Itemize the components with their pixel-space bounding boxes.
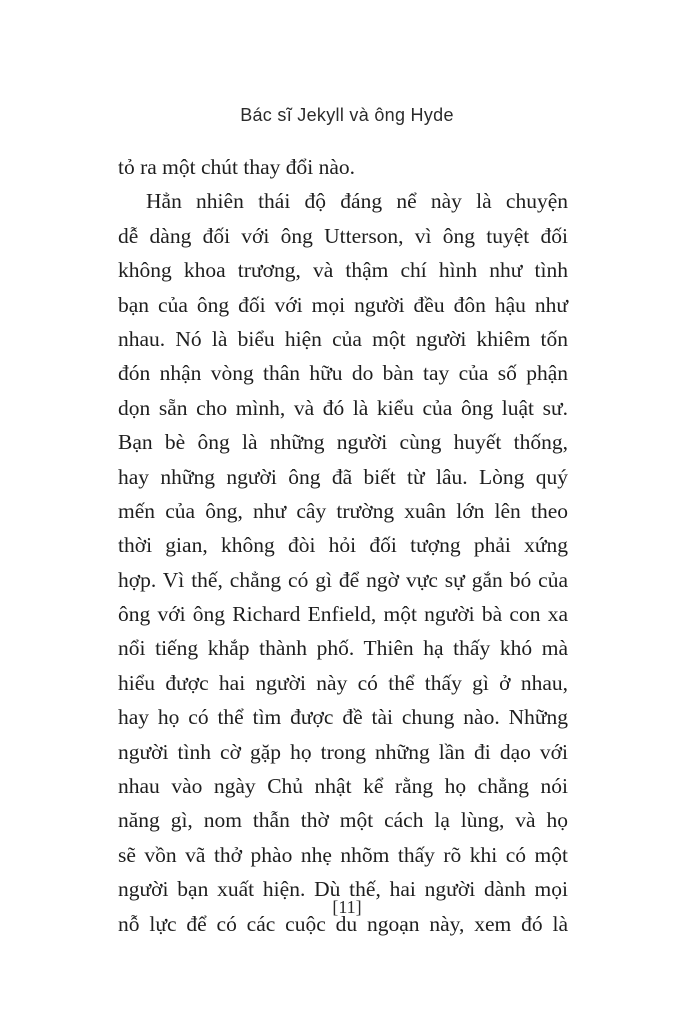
text-line: nhau vào ngày Chủ nhật kể rằng họ chẳng nói (118, 774, 568, 799)
text-line: nhau. Nó là biểu hiện của một người khiêm tốn (118, 326, 568, 351)
text-line: hợp. Vì thế, chẳng có gì để ngờ vực sự gắn bó của (118, 567, 568, 592)
text-line: người bạn xuất hiện. Dù thế, hai người dành mọi (118, 877, 568, 902)
text-line: dọn sẵn cho mình, và đó là kiểu của ông luật sư. (118, 395, 568, 420)
text-line: ông với ông Richard Enfield, một người bà con xa (118, 602, 568, 627)
text-line: nổi tiếng khắp thành phố. Thiên hạ thấy khó mà (118, 636, 568, 661)
text-line: hay họ có thể tìm được đề tài chung nào. Những (118, 705, 568, 730)
text-line: bạn của ông đối với mọi người đều đôn hậu như (118, 292, 568, 317)
running-header-title: Bác sĩ Jekyll và ông Hyde (240, 105, 454, 125)
text-line: thời gian, không đòi hỏi đối tượng phải xứng (118, 533, 568, 558)
body-text (118, 150, 568, 941)
text-line: người tình cờ gặp họ trong những lần đi dạo với (118, 739, 568, 764)
text-line: dễ dàng đối với ông Utterson, vì ông tuyệt đối (118, 223, 568, 248)
text-line: mến của ông, như cây trường xuân lớn lên theo (118, 498, 568, 523)
text-line: năng gì, nom thẫn thờ một cách lạ lùng, và họ (118, 808, 568, 833)
text-line: sẽ vồn vã thở phào nhẹ nhõm thấy rõ khi có một (118, 842, 568, 867)
page-number: [11] (332, 897, 362, 917)
text-line: không khoa trương, và thậm chí hình như tình (118, 258, 568, 283)
text-line: đón nhận vòng thân hữu do bàn tay của số phận (118, 361, 568, 386)
text-line: Bạn bè ông là những người cùng huyết thống, (118, 430, 568, 455)
text-line: hiểu được hai người này có thể thấy gì ở nhau, (118, 670, 568, 695)
text-line: nỗ lực để có các cuộc du ngoạn này, xem đó là (118, 911, 568, 936)
text-line: Hẳn nhiên thái độ đáng nể này là chuyện (146, 189, 568, 214)
text-line: hay những người ông đã biết từ lâu. Lòng quý (118, 464, 568, 489)
text-line: tỏ ra một chút thay đổi nào. (118, 155, 356, 179)
